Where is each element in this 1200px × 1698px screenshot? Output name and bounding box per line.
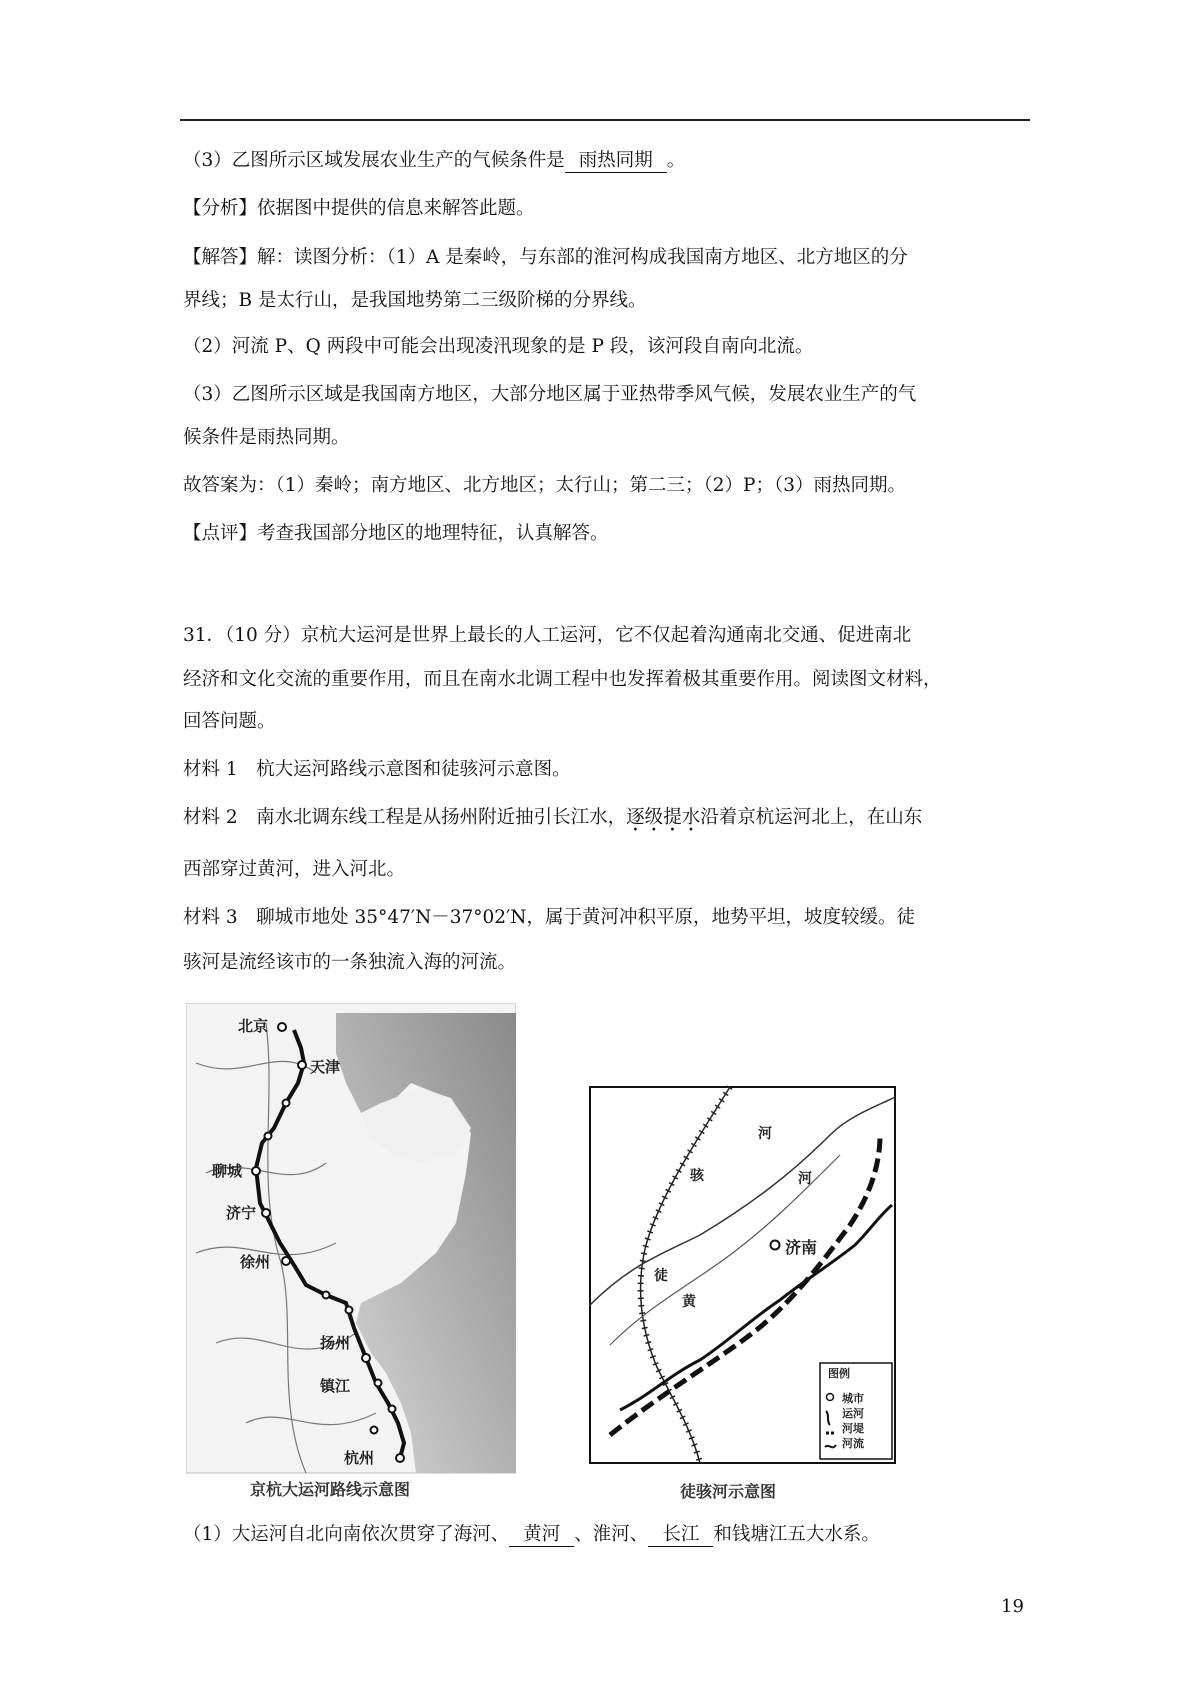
material-1: 材料 1 杭大运河路线示意图和徒骇河示意图。 [183,759,571,780]
emphasis-char: 逐 [626,807,645,828]
material-2-line-1 [183,805,922,831]
header-rule [180,119,1030,121]
final-answer: 故答案为：（1）秦岭；南方地区、北方地区；太行山；第二三；（2）P；（3）雨热同期。 [183,475,907,496]
answer-q3-blank: 雨热同期 [565,150,667,173]
legend-item-canal: 运河 [842,1407,864,1420]
sub1-blank-1: 黄河 [509,1524,574,1547]
grand-canal-route-map [186,1003,516,1503]
city-label-xuzhou: 徐州 [240,1253,271,1271]
city-label-liaocheng: 聊城 [212,1162,243,1180]
q31-intro-line-2: 经济和文化交流的重要作用，而且在南水北调工程中也发挥着极其重要作用。阅读图文材料， [183,669,942,690]
page-number: 19 [1001,1596,1024,1617]
material-2-text-b: 沿着京杭运河北上，在山东 [700,807,923,828]
map1-caption: 京杭大运河路线示意图 [250,1480,411,1499]
city-label-jinan: 济南 [785,1238,818,1257]
sub1-text-c: 和钱塘江五大水系。 [713,1524,880,1545]
answer-q3-prefix: （3）乙图所示区域发展农业生产的气候条件是 [183,150,565,171]
q31-sub1 [183,1522,880,1548]
river-char-he-1: 河 [758,1126,772,1142]
city-label-jining: 济宁 [226,1204,257,1222]
solution-line-5: 候条件是雨热同期。 [183,427,350,448]
emphasis-char: 提 [663,807,682,828]
material-3-line-2: 骇河是流经该市的一条独流入海的河流。 [183,952,517,973]
city-label-zhenjiang: 镇江 [320,1377,351,1395]
material-3-line-1: 材料 3 聊城市地处 35°47′N－37°02′N，属于黄河冲积平原，地势平坦，坡度较缓。徒 [183,907,915,928]
solution-line-1: 【解答】解：读图分析：（1）A 是秦岭，与东部的淮河构成我国南方地区、北方地区的分 [183,247,908,268]
solution-line-2: 界线；B 是太行山，是我国地势第二三级阶梯的分界线。 [183,290,647,311]
river-char-tu: 徒 [654,1268,668,1284]
answer-q3-suffix: 。 [666,150,686,171]
river-char-hai: 骇 [690,1168,704,1184]
sub1-blank-2: 长江 [648,1524,713,1547]
comment-text: 【点评】考查我国部分地区的地理特征，认真解答。 [183,523,609,544]
sub1-text-a: （1）大运河自北向南依次贯穿了海河、 [183,1524,510,1545]
river-char-huang: 黄 [682,1294,696,1310]
emphasis-char: 水 [681,807,701,828]
river-char-he-2: 河 [798,1171,812,1187]
tuhai-river-map [580,1075,905,1503]
legend-item-river: 河流 [842,1437,864,1450]
answer-q3 [183,148,685,174]
city-label-hangzhou: 杭州 [344,1449,375,1467]
city-label-yangzhou: 扬州 [320,1334,351,1352]
city-label-tianjin: 天津 [310,1058,341,1076]
emphasis-char: 级 [644,807,664,828]
grand-canal-map-graphic [186,1003,516,1503]
analysis-text: 【分析】依据图中提供的信息来解答此题。 [183,198,535,219]
q31-intro-line-3: 回答问题。 [183,711,276,732]
legend-item-city: 城市 [842,1392,864,1405]
legend-title: 图例 [828,1367,850,1380]
sub1-text-b: 、淮河、 [574,1524,649,1545]
solution-line-3: （2）河流 P、Q 两段中可能会出现凌汛现象的是 P 段，该河段自南向北流。 [183,336,814,357]
solution-line-4: （3）乙图所示区域是我国南方地区，大部分地区属于亚热带季风气候，发展农业生产的气 [183,384,917,405]
city-label-beijing: 北京 [238,1017,269,1035]
jinan-marker [771,1241,780,1250]
material-2-text-a: 材料 2 南水北调东线工程是从扬州附近抽引长江水， [183,807,627,828]
map2-caption: 徒骇河示意图 [680,1482,777,1501]
q31-intro-line-1: 31．（10 分）京杭大运河是世界上最长的人工运河，它不仅起着沟通南北交通、促进南北 [183,625,912,646]
legend-item-dike: 河堤 [842,1422,864,1435]
material-2-line-2: 西部穿过黄河，进入河北。 [183,859,406,880]
